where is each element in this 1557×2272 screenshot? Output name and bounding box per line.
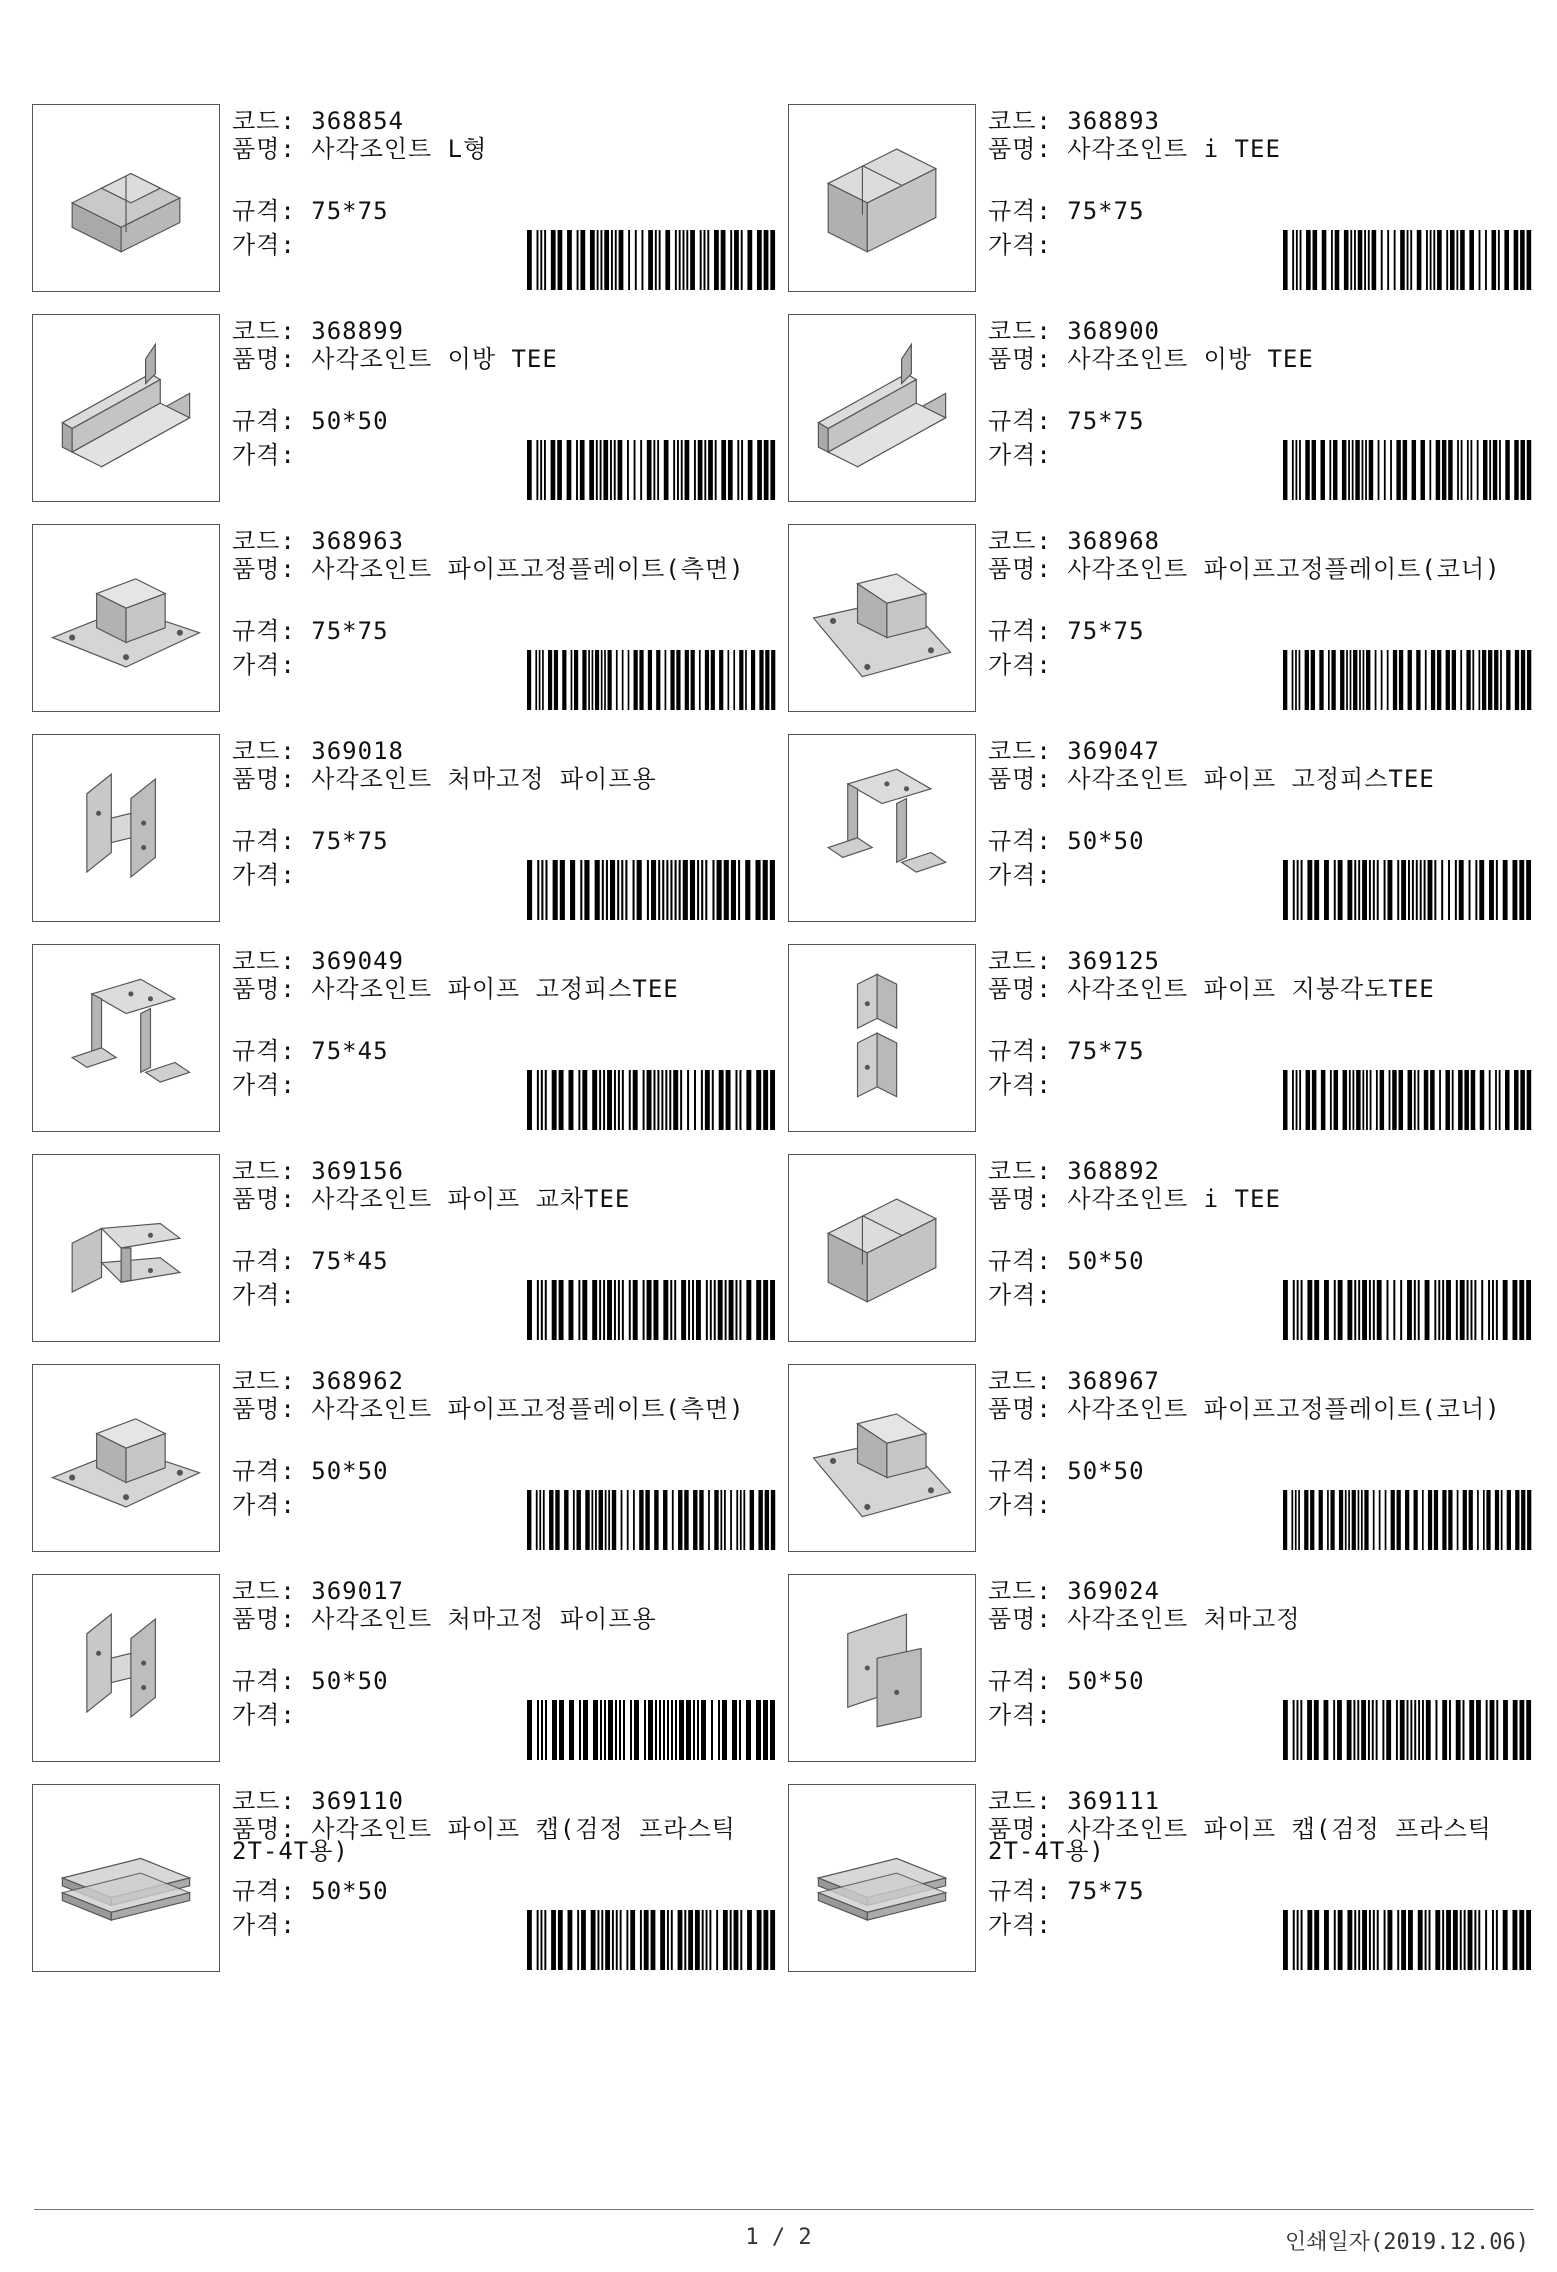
product-code: 368962 bbox=[311, 1367, 404, 1395]
product-drawing bbox=[33, 525, 219, 711]
product-name: 사각조인트 이방 TEE bbox=[1067, 345, 1314, 373]
product-name: 사각조인트 파이프 교차TEE bbox=[311, 1185, 631, 1213]
product-image bbox=[788, 104, 976, 292]
product-card bbox=[32, 1154, 782, 1344]
name-label: 품명: bbox=[232, 975, 296, 1003]
price-label: 가격: bbox=[988, 1281, 1052, 1309]
product-spec: 50*50 bbox=[311, 1667, 389, 1695]
code-label: 코드: bbox=[232, 1577, 296, 1605]
price-line bbox=[232, 1072, 296, 1098]
product-image bbox=[788, 944, 976, 1132]
price-line bbox=[988, 232, 1052, 258]
spec-label: 규격: bbox=[232, 827, 296, 855]
barcode bbox=[1283, 1910, 1533, 1970]
product-drawing bbox=[33, 735, 219, 921]
product-name: 사각조인트 파이프 고정피스TEE bbox=[311, 975, 679, 1003]
name-line bbox=[232, 555, 752, 583]
product-card bbox=[788, 1784, 1538, 1974]
product-image bbox=[32, 1364, 220, 1552]
spec-line bbox=[988, 1458, 1145, 1484]
barcode-bars bbox=[1283, 230, 1533, 290]
spec-label: 규격: bbox=[232, 1247, 296, 1275]
product-image bbox=[32, 944, 220, 1132]
product-image bbox=[788, 524, 976, 712]
product-drawing bbox=[789, 315, 975, 501]
price-line bbox=[232, 232, 296, 258]
product-code: 368893 bbox=[1067, 107, 1160, 135]
name-label: 품명: bbox=[988, 1395, 1052, 1423]
barcode-bars bbox=[1283, 860, 1533, 920]
name-line bbox=[232, 1395, 752, 1423]
barcode-bars bbox=[527, 860, 777, 920]
product-spec: 75*75 bbox=[311, 617, 389, 645]
price-line bbox=[232, 1492, 296, 1518]
product-name: 사각조인트 L형 bbox=[311, 135, 488, 163]
code-line bbox=[988, 948, 1160, 974]
product-card bbox=[32, 1784, 782, 1974]
barcode-bars bbox=[527, 1910, 777, 1970]
spec-label: 규격: bbox=[988, 1247, 1052, 1275]
price-line bbox=[232, 1912, 296, 1938]
product-code: 369125 bbox=[1067, 947, 1160, 975]
barcode-bars bbox=[1283, 1910, 1533, 1970]
name-line bbox=[988, 1395, 1508, 1423]
name-label: 품명: bbox=[988, 345, 1052, 373]
code-label: 코드: bbox=[988, 1577, 1052, 1605]
product-name: 사각조인트 i TEE bbox=[1067, 1185, 1281, 1213]
product-spec: 75*75 bbox=[1067, 407, 1145, 435]
price-line bbox=[988, 1702, 1052, 1728]
code-label: 코드: bbox=[988, 1157, 1052, 1185]
product-code: 368892 bbox=[1067, 1157, 1160, 1185]
price-label: 가격: bbox=[232, 651, 296, 679]
product-code: 369110 bbox=[311, 1787, 404, 1815]
barcode bbox=[527, 1700, 777, 1760]
product-spec: 50*50 bbox=[311, 1457, 389, 1485]
price-line bbox=[988, 862, 1052, 888]
name-label: 품명: bbox=[988, 1815, 1052, 1843]
name-line bbox=[988, 975, 1508, 1003]
barcode bbox=[527, 440, 777, 500]
spec-label: 규격: bbox=[988, 827, 1052, 855]
product-name: 사각조인트 파이프 고정피스TEE bbox=[1067, 765, 1435, 793]
product-drawing bbox=[789, 1575, 975, 1761]
barcode bbox=[527, 1070, 777, 1130]
product-name: 사각조인트 파이프 캡(검정 프라스틱 2T-4T용) bbox=[232, 1815, 736, 1865]
product-spec: 50*50 bbox=[1067, 1457, 1145, 1485]
price-line bbox=[988, 1492, 1052, 1518]
name-line bbox=[988, 1605, 1508, 1633]
name-line bbox=[232, 975, 752, 1003]
name-line bbox=[232, 345, 752, 373]
code-line bbox=[988, 1368, 1160, 1394]
product-image bbox=[32, 104, 220, 292]
code-line bbox=[232, 1788, 404, 1814]
product-image bbox=[32, 734, 220, 922]
spec-label: 규격: bbox=[232, 1457, 296, 1485]
price-line bbox=[232, 442, 296, 468]
spec-line bbox=[232, 408, 389, 434]
spec-label: 규격: bbox=[988, 617, 1052, 645]
product-card bbox=[32, 1574, 782, 1764]
product-image bbox=[788, 1364, 976, 1552]
product-image bbox=[32, 1784, 220, 1972]
name-label: 품명: bbox=[988, 135, 1052, 163]
spec-line bbox=[232, 198, 389, 224]
barcode bbox=[527, 1280, 777, 1340]
product-drawing bbox=[33, 1785, 219, 1971]
product-code: 369111 bbox=[1067, 1787, 1160, 1815]
code-line bbox=[988, 1158, 1160, 1184]
product-name: 사각조인트 파이프 지붕각도TEE bbox=[1067, 975, 1435, 1003]
barcode-bars bbox=[527, 1280, 777, 1340]
product-name: 사각조인트 처마고정 bbox=[1067, 1605, 1301, 1633]
product-spec: 75*45 bbox=[311, 1037, 389, 1065]
product-name: 사각조인트 파이프 캡(검정 프라스틱 2T-4T용) bbox=[988, 1815, 1492, 1865]
price-label: 가격: bbox=[232, 1071, 296, 1099]
name-label: 품명: bbox=[232, 135, 296, 163]
spec-line bbox=[988, 1668, 1145, 1694]
product-spec: 75*75 bbox=[311, 827, 389, 855]
price-label: 가격: bbox=[988, 1071, 1052, 1099]
print-date: 인쇄일자(2019.12.06) bbox=[1285, 2230, 1529, 2255]
name-line bbox=[988, 1815, 1508, 1865]
name-label: 품명: bbox=[988, 1185, 1052, 1213]
code-label: 코드: bbox=[232, 527, 296, 555]
code-line bbox=[232, 318, 404, 344]
code-label: 코드: bbox=[232, 737, 296, 765]
name-line bbox=[988, 135, 1508, 163]
product-code: 369156 bbox=[311, 1157, 404, 1185]
spec-label: 규격: bbox=[232, 1877, 296, 1905]
product-card bbox=[32, 944, 782, 1134]
product-spec: 75*75 bbox=[311, 197, 389, 225]
price-line bbox=[232, 862, 296, 888]
product-card bbox=[788, 1574, 1538, 1764]
spec-line bbox=[988, 1878, 1145, 1904]
code-label: 코드: bbox=[232, 107, 296, 135]
barcode-bars bbox=[1283, 440, 1533, 500]
name-label: 품명: bbox=[232, 345, 296, 373]
spec-line bbox=[988, 1248, 1145, 1274]
name-label: 품명: bbox=[988, 765, 1052, 793]
product-name: 사각조인트 파이프고정플레이트(측면) bbox=[311, 1395, 745, 1423]
barcode bbox=[1283, 1490, 1533, 1550]
spec-line bbox=[988, 1038, 1145, 1064]
name-label: 품명: bbox=[232, 555, 296, 583]
price-label: 가격: bbox=[988, 1491, 1052, 1519]
product-name: 사각조인트 파이프고정플레이트(코너) bbox=[1067, 1395, 1501, 1423]
code-line bbox=[988, 1788, 1160, 1814]
price-line bbox=[232, 1702, 296, 1728]
product-name: 사각조인트 파이프고정플레이트(측면) bbox=[311, 555, 745, 583]
spec-line bbox=[232, 1458, 389, 1484]
barcode bbox=[1283, 1280, 1533, 1340]
name-label: 품명: bbox=[232, 1815, 296, 1843]
product-card bbox=[788, 734, 1538, 924]
price-label: 가격: bbox=[988, 651, 1052, 679]
barcode bbox=[527, 860, 777, 920]
product-image bbox=[32, 1574, 220, 1762]
product-image bbox=[32, 1154, 220, 1342]
product-image bbox=[788, 1574, 976, 1762]
product-code: 368963 bbox=[311, 527, 404, 555]
spec-line bbox=[232, 1038, 389, 1064]
code-line bbox=[232, 1578, 404, 1604]
product-drawing bbox=[789, 105, 975, 291]
product-code: 368900 bbox=[1067, 317, 1160, 345]
code-label: 코드: bbox=[232, 317, 296, 345]
spec-line bbox=[232, 1668, 389, 1694]
product-drawing bbox=[33, 315, 219, 501]
product-code: 368967 bbox=[1067, 1367, 1160, 1395]
name-label: 품명: bbox=[988, 975, 1052, 1003]
price-line bbox=[988, 652, 1052, 678]
product-code: 369049 bbox=[311, 947, 404, 975]
barcode-bars bbox=[527, 230, 777, 290]
spec-label: 규격: bbox=[988, 197, 1052, 225]
price-line bbox=[988, 1282, 1052, 1308]
product-drawing bbox=[33, 945, 219, 1131]
name-line bbox=[232, 1605, 752, 1633]
code-line bbox=[232, 108, 404, 134]
product-image bbox=[788, 734, 976, 922]
barcode bbox=[527, 1490, 777, 1550]
price-line bbox=[988, 1912, 1052, 1938]
price-label: 가격: bbox=[232, 1911, 296, 1939]
name-line bbox=[988, 1185, 1508, 1213]
price-line bbox=[232, 652, 296, 678]
product-code: 368854 bbox=[311, 107, 404, 135]
name-line bbox=[232, 135, 752, 163]
product-card bbox=[32, 734, 782, 924]
price-label: 가격: bbox=[232, 231, 296, 259]
name-line bbox=[232, 1185, 752, 1213]
product-spec: 75*75 bbox=[1067, 1037, 1145, 1065]
product-code: 369047 bbox=[1067, 737, 1160, 765]
code-line bbox=[988, 1578, 1160, 1604]
code-line bbox=[232, 738, 404, 764]
code-line bbox=[988, 738, 1160, 764]
product-card bbox=[32, 1364, 782, 1554]
product-spec: 50*50 bbox=[311, 407, 389, 435]
name-label: 품명: bbox=[988, 1605, 1052, 1633]
product-spec: 50*50 bbox=[311, 1877, 389, 1905]
name-label: 품명: bbox=[232, 1395, 296, 1423]
product-drawing bbox=[789, 1365, 975, 1551]
code-label: 코드: bbox=[988, 1787, 1052, 1815]
product-name: 사각조인트 i TEE bbox=[1067, 135, 1281, 163]
product-drawing bbox=[33, 1575, 219, 1761]
code-label: 코드: bbox=[232, 1367, 296, 1395]
name-label: 품명: bbox=[232, 1605, 296, 1633]
name-line bbox=[988, 765, 1508, 793]
spec-label: 규격: bbox=[988, 1667, 1052, 1695]
spec-line bbox=[988, 198, 1145, 224]
code-label: 코드: bbox=[988, 317, 1052, 345]
code-label: 코드: bbox=[232, 1157, 296, 1185]
product-spec: 50*50 bbox=[1067, 1247, 1145, 1275]
product-spec: 75*45 bbox=[311, 1247, 389, 1275]
product-drawing bbox=[789, 945, 975, 1131]
price-label: 가격: bbox=[988, 1911, 1052, 1939]
name-line bbox=[988, 345, 1508, 373]
code-label: 코드: bbox=[988, 1367, 1052, 1395]
code-line bbox=[988, 108, 1160, 134]
code-label: 코드: bbox=[988, 947, 1052, 975]
barcode-bars bbox=[1283, 1070, 1533, 1130]
price-line bbox=[988, 1072, 1052, 1098]
code-line bbox=[232, 1158, 404, 1184]
product-spec: 50*50 bbox=[1067, 1667, 1145, 1695]
code-line bbox=[232, 948, 404, 974]
name-label: 품명: bbox=[232, 1185, 296, 1213]
spec-label: 규격: bbox=[988, 1877, 1052, 1905]
spec-label: 규격: bbox=[988, 407, 1052, 435]
product-card bbox=[788, 1364, 1538, 1554]
price-label: 가격: bbox=[232, 441, 296, 469]
product-drawing bbox=[789, 1785, 975, 1971]
barcode-bars bbox=[527, 1490, 777, 1550]
barcode bbox=[527, 1910, 777, 1970]
product-spec: 75*75 bbox=[1067, 1877, 1145, 1905]
page-number: 1 / 2 bbox=[745, 2225, 812, 2250]
product-name: 사각조인트 파이프고정플레이트(코너) bbox=[1067, 555, 1501, 583]
name-line bbox=[232, 765, 752, 793]
product-drawing bbox=[33, 1365, 219, 1551]
code-label: 코드: bbox=[232, 947, 296, 975]
code-line bbox=[988, 528, 1160, 554]
product-card bbox=[788, 524, 1538, 714]
price-line bbox=[988, 442, 1052, 468]
spec-line bbox=[232, 1248, 389, 1274]
price-label: 가격: bbox=[988, 441, 1052, 469]
spec-line bbox=[988, 618, 1145, 644]
barcode bbox=[1283, 1070, 1533, 1130]
spec-line bbox=[232, 828, 389, 854]
price-label: 가격: bbox=[988, 1701, 1052, 1729]
spec-label: 규격: bbox=[988, 1037, 1052, 1065]
barcode bbox=[1283, 860, 1533, 920]
name-label: 품명: bbox=[988, 555, 1052, 583]
spec-label: 규격: bbox=[232, 197, 296, 225]
name-line bbox=[232, 1815, 752, 1865]
product-card bbox=[32, 524, 782, 714]
price-label: 가격: bbox=[988, 231, 1052, 259]
barcode bbox=[1283, 650, 1533, 710]
code-line bbox=[232, 1368, 404, 1394]
product-code: 368968 bbox=[1067, 527, 1160, 555]
product-drawing bbox=[33, 1155, 219, 1341]
product-card bbox=[32, 104, 782, 294]
product-image bbox=[788, 1154, 976, 1342]
barcode-bars bbox=[1283, 1280, 1533, 1340]
spec-line bbox=[988, 828, 1145, 854]
product-spec: 50*50 bbox=[1067, 827, 1145, 855]
barcode bbox=[1283, 230, 1533, 290]
name-line bbox=[988, 555, 1508, 583]
product-drawing bbox=[789, 525, 975, 711]
barcode bbox=[527, 230, 777, 290]
product-card bbox=[788, 104, 1538, 294]
spec-label: 규격: bbox=[232, 1037, 296, 1065]
product-drawing bbox=[789, 735, 975, 921]
product-name: 사각조인트 처마고정 파이프용 bbox=[311, 1605, 657, 1633]
price-label: 가격: bbox=[988, 861, 1052, 889]
barcode-bars bbox=[527, 440, 777, 500]
product-image bbox=[32, 314, 220, 502]
product-card bbox=[788, 314, 1538, 504]
barcode bbox=[1283, 440, 1533, 500]
product-code: 369017 bbox=[311, 1577, 404, 1605]
product-image bbox=[788, 1784, 976, 1972]
code-line bbox=[988, 318, 1160, 344]
barcode-bars bbox=[527, 650, 777, 710]
code-label: 코드: bbox=[988, 527, 1052, 555]
price-label: 가격: bbox=[232, 1281, 296, 1309]
barcode-bars bbox=[527, 1700, 777, 1760]
code-label: 코드: bbox=[988, 107, 1052, 135]
barcode-bars bbox=[1283, 1490, 1533, 1550]
barcode-bars bbox=[1283, 650, 1533, 710]
barcode bbox=[1283, 1700, 1533, 1760]
spec-label: 규격: bbox=[232, 407, 296, 435]
product-name: 사각조인트 처마고정 파이프용 bbox=[311, 765, 657, 793]
code-label: 코드: bbox=[988, 737, 1052, 765]
spec-line bbox=[988, 408, 1145, 434]
spec-label: 규격: bbox=[232, 617, 296, 645]
price-line bbox=[232, 1282, 296, 1308]
code-line bbox=[232, 528, 404, 554]
product-image bbox=[788, 314, 976, 502]
product-code: 368899 bbox=[311, 317, 404, 345]
product-image bbox=[32, 524, 220, 712]
product-card bbox=[788, 944, 1538, 1134]
product-drawing bbox=[789, 1155, 975, 1341]
code-label: 코드: bbox=[232, 1787, 296, 1815]
spec-label: 규격: bbox=[232, 1667, 296, 1695]
spec-label: 규격: bbox=[988, 1457, 1052, 1485]
price-label: 가격: bbox=[232, 1701, 296, 1729]
spec-line bbox=[232, 1878, 389, 1904]
product-code: 369018 bbox=[311, 737, 404, 765]
price-label: 가격: bbox=[232, 1491, 296, 1519]
product-drawing bbox=[33, 105, 219, 291]
barcode bbox=[527, 650, 777, 710]
product-card bbox=[788, 1154, 1538, 1344]
product-spec: 75*75 bbox=[1067, 617, 1145, 645]
footer-divider bbox=[34, 2209, 1534, 2210]
product-code: 369024 bbox=[1067, 1577, 1160, 1605]
price-label: 가격: bbox=[232, 861, 296, 889]
product-spec: 75*75 bbox=[1067, 197, 1145, 225]
barcode-bars bbox=[527, 1070, 777, 1130]
barcode-bars bbox=[1283, 1700, 1533, 1760]
name-label: 품명: bbox=[232, 765, 296, 793]
spec-line bbox=[232, 618, 389, 644]
product-card bbox=[32, 314, 782, 504]
product-name: 사각조인트 이방 TEE bbox=[311, 345, 558, 373]
